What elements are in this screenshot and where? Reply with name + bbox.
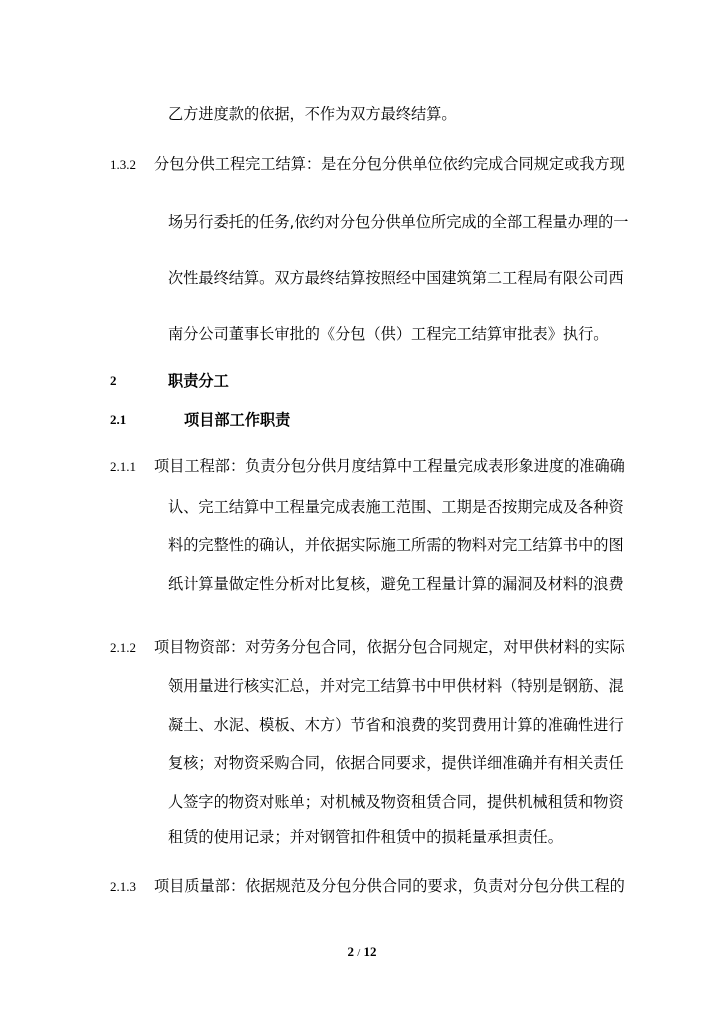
text-line: 乙方进度款的依据，不作为双方最终结算。 [168,105,457,123]
heading-number: 2 [110,373,117,388]
text-line: 认、完工结算中工程量完成表施工范围、工期是否按期完成及各种资 [168,498,624,516]
text-line: 凝土、水泥、模板、木方）节省和浪费的奖罚费用计算的准确性进行 [168,716,624,734]
text-line: 分包分供工程完工结算：是在分包分供单位依约完成合同规定或我方现 [154,155,625,173]
page-number [0,944,724,960]
text-line: 租赁的使用记录；并对钢管扣件租赁中的损耗量承担责任。 [168,828,563,846]
section-number: 2.1.3 [110,879,136,894]
text-line: 南分公司董事长审批的《分包（供）工程完工结算审批表》执行。 [168,325,609,343]
text-line: 项目质量部：依据规范及分包分供合同的要求，负责对分包分供工程的 [154,877,625,895]
text-line: 项目物资部：对劳务分包合同，依据分包合同规定，对甲供材料的实际 [154,638,625,656]
page-separator: / [357,947,361,959]
section-number: 2.1.2 [110,640,136,655]
text-line: 领用量进行核实汇总，并对完工结算书中甲供材料（特别是钢筋、混 [168,677,624,695]
text-line: 纸计算量做定性分析对比复核，避免工程量计算的漏洞及材料的浪费 [168,575,624,593]
text-line: 场另行委托的任务,依约对分包分供单位所完成的全部工程量办理的一 [168,213,629,231]
subheading-number: 2.1 [110,412,127,427]
heading-title: 职责分工 [168,372,229,390]
text-line: 人签字的物资对账单；对机械及物资租赁合同，提供机械租赁和物资 [168,793,624,811]
text-line: 料的完整性的确认，并依据实际施工所需的物料对完工结算书中的图 [168,536,624,554]
subheading-title: 项目部工作职责 [184,411,291,429]
text-line: 次性最终结算。双方最终结算按照经中国建筑第二工程局有限公司西 [168,269,624,287]
text-line: 复核；对物资采购合同，依据合同要求，提供详细准确并有相关责任 [168,754,624,772]
section-number: 2.1.1 [110,459,136,474]
page-current: 2 [347,944,354,959]
page-total: 12 [363,944,377,959]
text-line: 项目工程部：负责分包分供月度结算中工程量完成表形象进度的准确确 [154,457,625,475]
section-number: 1.3.2 [110,157,136,172]
